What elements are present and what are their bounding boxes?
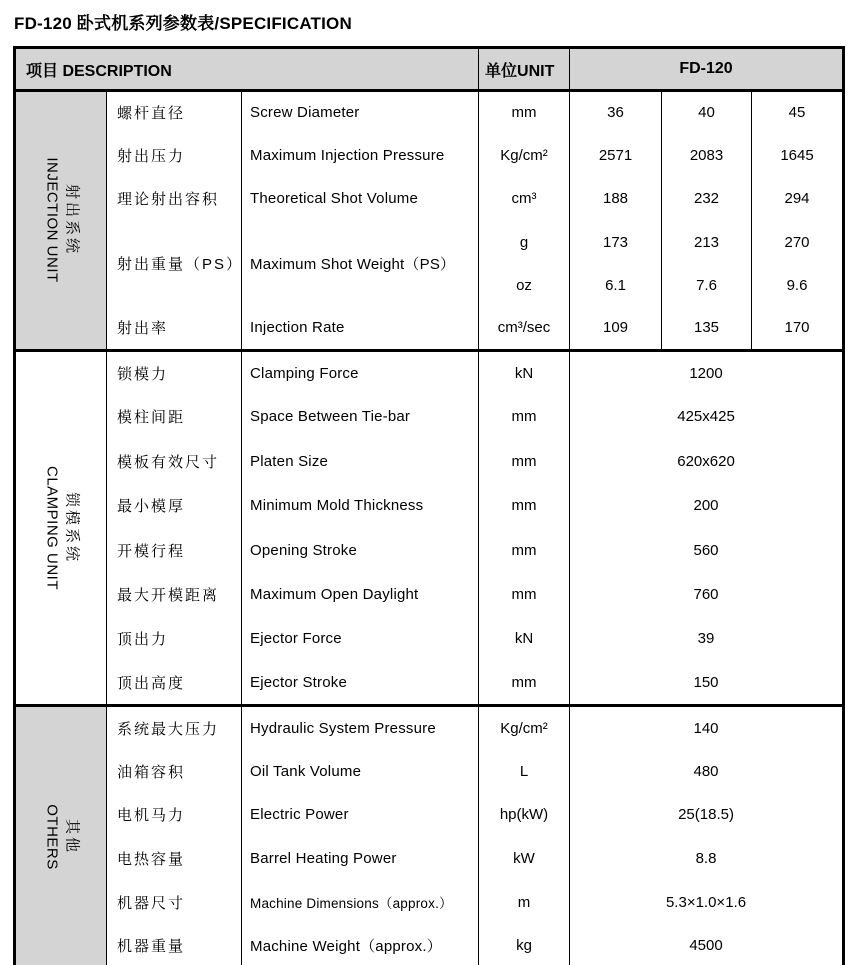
value-cell: 40 [662, 91, 752, 134]
value-cell: 1645 [780, 146, 814, 164]
value-cell-merged: 8.8 [695, 850, 717, 868]
group-label-cn: 射出系统 [63, 184, 81, 257]
cn-label-cell: 模柱间距 [107, 395, 242, 439]
value-cell-merged: 39 [697, 630, 715, 648]
cn-label-cell: 开模行程 [107, 528, 242, 572]
spec-row [15, 749, 844, 793]
spec-row [15, 528, 844, 572]
value-cell: 173 [570, 220, 662, 263]
spec-row [15, 350, 844, 394]
value-cell-merged: 4500 [689, 937, 723, 955]
en-label-cell: Oil Tank Volume [242, 749, 479, 793]
spec-row [15, 924, 844, 965]
header-model: FD-120 [570, 48, 844, 91]
value-cell: 294 [784, 190, 810, 208]
cn-label-cell: 系统最大压力 [107, 705, 242, 749]
value-cell: 2083 [662, 134, 752, 177]
table-header-row [15, 48, 844, 91]
cn-label-cell: 螺杆直径 [107, 91, 242, 134]
cn-label-cell: 机器重量 [107, 924, 242, 965]
spec-row [15, 91, 844, 134]
en-label-cell: Maximum Open Daylight [242, 572, 479, 616]
section-group-label [41, 466, 82, 590]
value-cell: 213 [662, 220, 752, 263]
unit-cell: mm [479, 661, 570, 705]
cn-label-cell: 射出率 [107, 307, 242, 350]
value-cell-merged: 1200 [570, 350, 844, 394]
en-label-cell: Screw Diameter [242, 91, 479, 134]
value-cell-merged: 200 [693, 497, 719, 515]
value-cell: 232 [662, 177, 752, 220]
unit-cell: Kg/cm² [479, 134, 570, 177]
cn-label-cell: 射出重量（PS） [107, 220, 242, 307]
group-label-en: INJECTION UNIT [43, 157, 60, 284]
cn-label-cell: 顶出力 [107, 617, 242, 661]
cn-label-cell: 最小模厚 [107, 483, 242, 527]
value-cell-merged: 560 [693, 541, 719, 559]
en-label-cell: Hydraulic System Pressure [242, 705, 479, 749]
value-cell-merged: 480 [693, 762, 719, 780]
unit-cell: mm [479, 439, 570, 483]
en-label-cell: Minimum Mold Thickness [242, 483, 479, 527]
group-label-en: CLAMPING UNIT [43, 465, 60, 590]
unit-cell: g [479, 220, 570, 263]
header-description: 项目 DESCRIPTION [15, 48, 479, 91]
spec-row [15, 705, 844, 749]
en-label-cell: Maximum Shot Weight（PS） [242, 220, 479, 307]
value-cell-merged: 25(18.5) [678, 806, 734, 824]
value-cell-merged: 760 [693, 585, 719, 603]
value-cell: 270 [784, 233, 810, 251]
cn-label-cell: 顶出高度 [107, 661, 242, 705]
value-cell: 109 [570, 307, 662, 350]
cn-label-cell: 射出压力 [107, 134, 242, 177]
value-cell: 7.6 [662, 264, 752, 307]
unit-cell: mm [479, 528, 570, 572]
unit-cell: kW [479, 837, 570, 881]
unit-cell: mm [479, 572, 570, 616]
section-group-label [41, 804, 82, 870]
unit-cell: kg [479, 924, 570, 965]
value-cell: 188 [570, 177, 662, 220]
section-group-label [41, 158, 82, 283]
unit-cell: cm³/sec [479, 307, 570, 350]
en-label-cell: Maximum Injection Pressure [242, 134, 479, 177]
value-cell-merged: 150 [693, 673, 719, 691]
en-label-cell: Opening Stroke [242, 528, 479, 572]
en-label-cell: Ejector Force [242, 617, 479, 661]
cn-label-cell: 最大开模距离 [107, 572, 242, 616]
cn-label-cell: 电热容量 [107, 837, 242, 881]
spec-row [15, 483, 844, 527]
cn-label-cell: 电机马力 [107, 793, 242, 837]
header-unit: 单位UNIT [479, 48, 570, 91]
cn-label-cell: 机器尺寸 [107, 881, 242, 925]
en-label-cell: Machine Dimensions（approx.） [242, 881, 479, 925]
en-label-cell: Space Between Tie-bar [242, 395, 479, 439]
unit-cell: hp(kW) [479, 793, 570, 837]
unit-cell: mm [479, 91, 570, 134]
unit-cell: L [479, 749, 570, 793]
section-group-cell-clamping [15, 350, 107, 705]
unit-cell: kN [479, 350, 570, 394]
value-cell: 36 [570, 91, 662, 134]
unit-cell: m [479, 881, 570, 925]
value-cell-merged: 425x425 [677, 408, 735, 426]
value-cell: 45 [752, 91, 844, 134]
unit-cell: mm [479, 483, 570, 527]
cn-label-cell: 理论射出容积 [107, 177, 242, 220]
value-cell: 6.1 [570, 264, 662, 307]
section-group-cell-others [15, 705, 107, 965]
en-label-cell: Clamping Force [242, 350, 479, 394]
value-cell: 2571 [570, 134, 662, 177]
cn-label-cell: 油箱容积 [107, 749, 242, 793]
en-label-cell: Theoretical Shot Volume [242, 177, 479, 220]
value-cell: 135 [662, 307, 752, 350]
en-label-cell: Machine Weight（approx.） [242, 924, 479, 965]
spec-row [15, 793, 844, 837]
en-label-cell: Ejector Stroke [242, 661, 479, 705]
spec-row [15, 661, 844, 705]
specification-table [13, 46, 845, 965]
section-group-cell-injection [15, 91, 107, 351]
spec-row [15, 837, 844, 881]
value-cell-merged: 620x620 [677, 452, 735, 470]
page-title: FD-120 卧式机系列参数表/SPECIFICATION [14, 14, 352, 33]
spec-row [15, 439, 844, 483]
value-cell: 170 [784, 319, 810, 337]
en-label-cell: Barrel Heating Power [242, 837, 479, 881]
value-cell-merged: 140 [570, 705, 844, 749]
unit-cell: mm [479, 395, 570, 439]
cn-label-cell: 锁模力 [107, 350, 242, 394]
unit-cell: cm³ [479, 177, 570, 220]
cn-label-cell: 模板有效尺寸 [107, 439, 242, 483]
spec-row [15, 307, 844, 350]
unit-cell: oz [479, 264, 570, 307]
unit-cell: Kg/cm² [479, 705, 570, 749]
spec-row [15, 881, 844, 925]
spec-row [15, 617, 844, 661]
spec-row [15, 572, 844, 616]
value-cell-merged: 5.3×1.0×1.6 [665, 893, 747, 911]
en-label-cell: Injection Rate [242, 307, 479, 350]
en-label-cell: Electric Power [242, 793, 479, 837]
spec-row [15, 134, 844, 177]
spec-row [15, 177, 844, 220]
spec-row [15, 395, 844, 439]
en-label-cell: Platen Size [242, 439, 479, 483]
unit-cell: kN [479, 617, 570, 661]
group-label-en: OTHERS [43, 804, 60, 870]
group-label-cn: 锁模系统 [63, 491, 81, 564]
value-cell: 9.6 [786, 276, 808, 294]
spec-row [15, 220, 844, 263]
group-label-cn: 其他 [63, 818, 81, 855]
